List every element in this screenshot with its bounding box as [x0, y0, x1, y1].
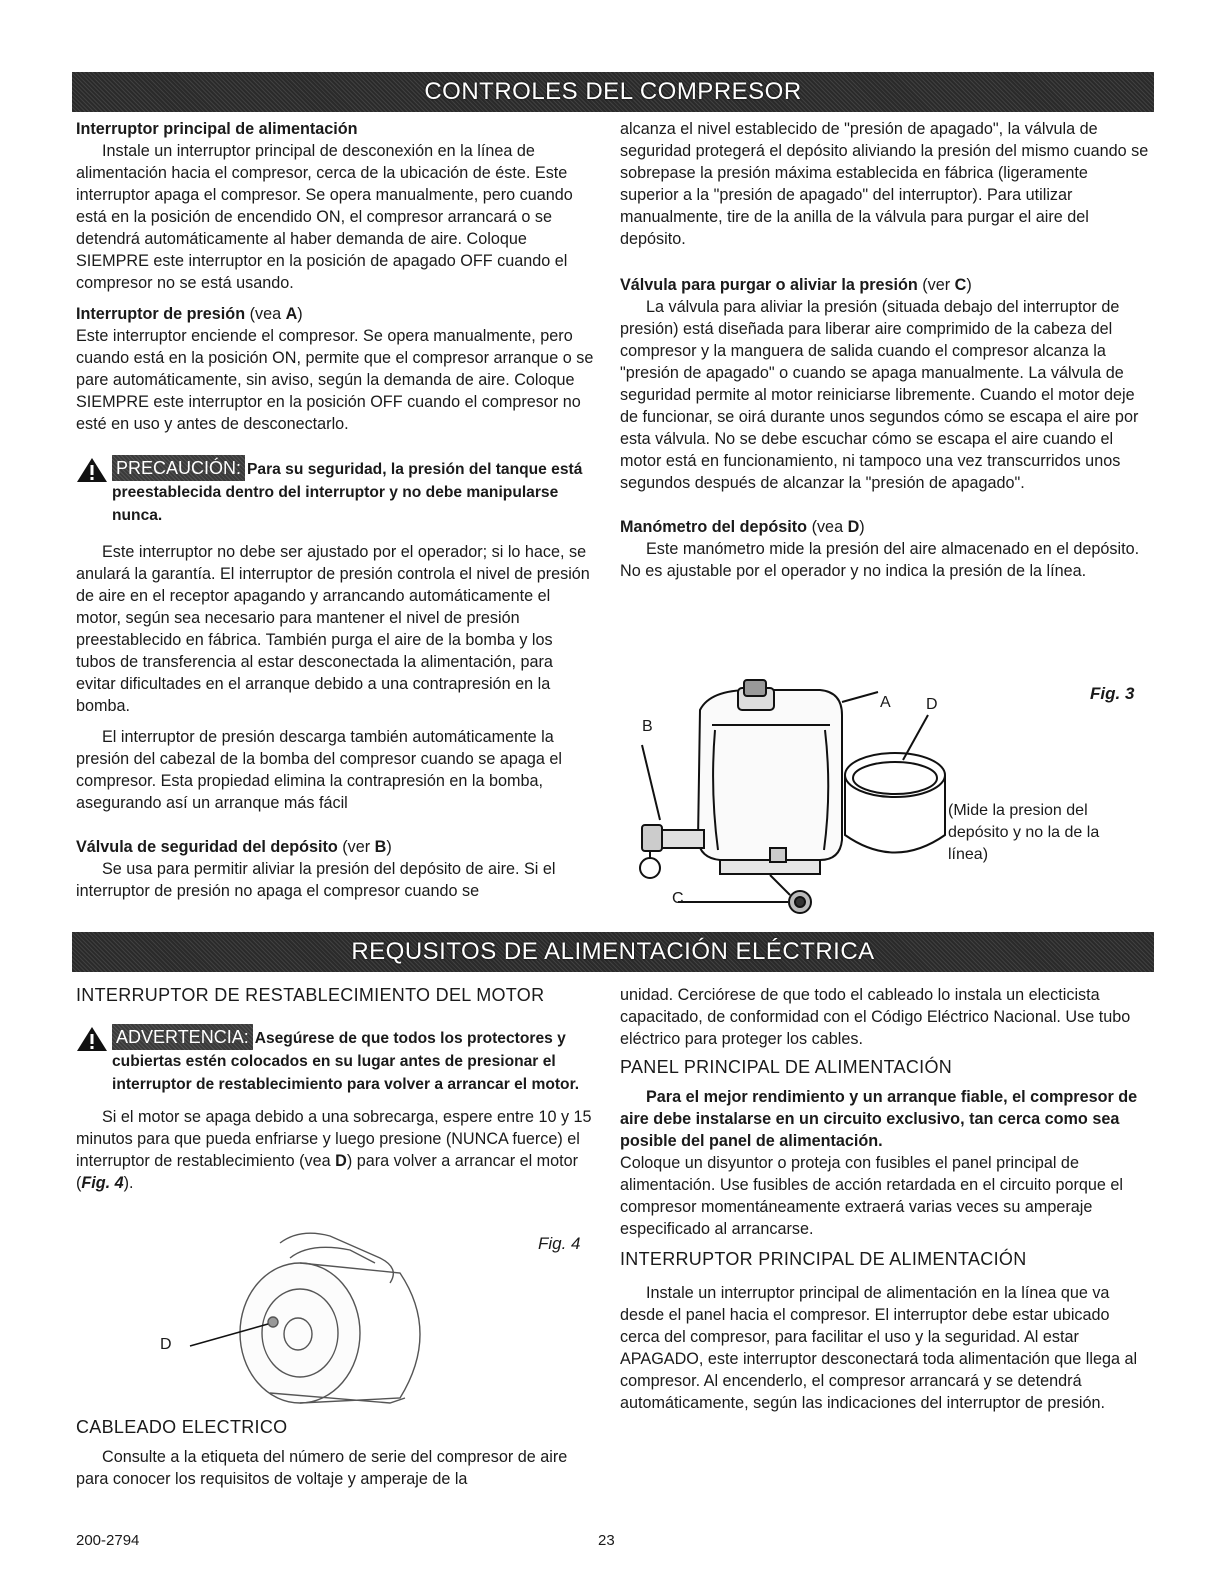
paragraph-wiring: Consulte a la etiqueta del número de serie del compresor de aire para conocer los requisitos de voltaje y amperaje de la [76, 1448, 568, 1488]
paragraph-operator-adjust: Este interruptor no debe ser ajustado por el operador; si lo hace, se anulará la garantía. El interruptor de presión controla el nivel de presión de aire en el receptor apagando y arrancando automáticamente el motor, según sea necesario para mantener el nivel de presión preestablecido en fábrica. También purga el aire de la bomba y los tubos de transferencia al estar desconectada la alimentación, para evitar dificultades en el arranque debido a una contrapresión en la bomba. [76, 543, 590, 715]
fig3-label-d: D [926, 696, 938, 713]
section-banner-electrical [72, 932, 1154, 972]
warning-triangle-icon [76, 1026, 108, 1052]
heading-tank-gauge: Manómetro del depósito (vea D) [620, 518, 865, 536]
caution-notice [76, 455, 594, 527]
motor-illustration [150, 1228, 470, 1408]
warning-text: Asegúrese de que todos los protectores y cubiertas estén colocados en su lugar antes de presionar el interruptor de restablecimiento para volver a arrancar el motor. [112, 1030, 580, 1093]
fig3-label-b: B [642, 718, 653, 735]
right-column-electrical [620, 984, 1150, 1414]
paragraph-main-disconnect: Instale un interruptor principal de alimentación en la línea que va desde el panel hacia el compresor. El interruptor debe estar ubicado cerca del compresor, para facilitar el uso y la seguridad. Al estar APAGADO, este interruptor desconectará toda alimentación que llega al compresor. Al encenderlo, el compresor arrancará y se detendrá automáticamente, según las indicaciones del interruptor de presión. [620, 1284, 1138, 1412]
fig3-label: Fig. 3 [1090, 684, 1135, 703]
section-title: CONTROLES DEL COMPRESOR [424, 78, 802, 105]
paragraph-safety-valve-cont: alcanza el nivel establecido de "presión de apagado", la válvula de seguridad protegerá el depósito aliviando la presión del mismo cuando se sobrepase la presión máxima establecida en fábrica (ligeramente superior a la "presión de apagado" del interruptor). Para utilizar manualmente, tire de la anilla de la válvula para purgar el aire del depósito. [620, 120, 1149, 248]
paragraph-safety-valve: Se usa para permitir aliviar la presión del depósito de aire. Si el interruptor de presión no apaga el compresor cuando se [76, 860, 556, 900]
paragraph-motor-reset: Si el motor se apaga debido a una sobrecarga, espere entre 10 y 15 minutos para que pueda enfriarse y luego presione (NUNCA fuerce) el interruptor de restablecimiento (vea D) para volver a arrancar el motor (Fig. 4). [76, 1108, 592, 1192]
paragraph-pressure-switch: Este interruptor enciende el compresor. Se opera manualmente, pero cuando está en la posición ON, permite que el compresor arranque o se pare automáticamente, sin aviso, según la demanda de aire. Coloque SIEMPRE este interruptor en la posición OFF cuando el compresor no esté en uso y antes de desconectarlo. [76, 327, 594, 433]
fig4-label: Fig. 4 [538, 1234, 581, 1253]
paragraph-relief-valve: La válvula para aliviar la presión (situada debajo del interruptor de presión) está diseñada para liberar aire comprimido de la cabeza del compresor y la manguera de salida cuando el compresor alcanza la "presión de apagado" o cuando se apaga manualmente. La válvula de seguridad permite al motor reiniciarse libremente. Cuando el motor deje de funcionar, se oirá durante unos segundos cómo se escapa el aire por esta válvula. No se debe escuchar cómo se escapa el aire cuando el motor está en funcionamiento, ni tampoco una vez transcurridos unos segundos después de alcanzar la "presión de apagado". [620, 298, 1139, 492]
fig3-gauge-note: (Mide la presion del depósito y no la de la línea) [948, 802, 1100, 863]
warning-notice [76, 1024, 594, 1096]
right-column-controls [620, 118, 1150, 582]
heading-motor-reset: INTERRUPTOR DE RESTABLECIMIENTO DEL MOTOR [76, 985, 545, 1005]
fig3-label-a: A [880, 694, 891, 711]
figure-4 [150, 1228, 590, 1408]
heading-main-disconnect: INTERRUPTOR PRINCIPAL DE ALIMENTACIÓN [620, 1249, 1027, 1269]
footer-model-number: 200-2794 [76, 1532, 140, 1549]
figure-3 [620, 670, 1160, 920]
paragraph-wiring-cont: unidad. Cerciórese de que todo el cableado lo instala un electicista capacitado, de conformidad con el Código Eléctrico Nacional. Use tubo eléctrico para proteger los cables. [620, 986, 1131, 1048]
footer-page-number: 23 [598, 1532, 615, 1549]
caution-text: Para su seguridad, la presión del tanque está preestablecida dentro del interruptor y no debe manipularse nunca. [112, 461, 583, 524]
left-column-wiring [76, 1416, 594, 1490]
fig3-label-c: C [672, 890, 684, 907]
caution-tag: PRECAUCIÓN: [112, 455, 245, 481]
left-column-electrical [76, 984, 594, 1194]
section-title: REQUSITOS DE ALIMENTACIÓN ELÉCTRICA [351, 938, 875, 965]
warning-tag: ADVERTENCIA: [112, 1024, 253, 1050]
heading-wiring: CABLEADO ELECTRICO [76, 1417, 288, 1437]
section-banner-controls [72, 72, 1154, 112]
left-column-controls [76, 118, 594, 902]
heading-main-switch: Interruptor principal de alimentación [76, 120, 358, 138]
paragraph-pressure-discharge: El interruptor de presión descarga también automáticamente la presión del cabezal de la bomba del compresor cuando se apaga el compresor. Esta propiedad elimina la contrapresión en la bomba, asegurando así un arranque más fácil [76, 728, 562, 812]
paragraph-main-switch: Instale un interruptor principal de desconexión en la línea de alimentación hacia el compresor, cerca de la ubicación de éste. Este interruptor apaga el compresor. Se opera manualmente, pero cuando está en la posición de encendido ON, el compresor arrancará o se detendrá automáticamente al haber demanda de aire. Coloque SIEMPRE este interruptor en la posición de apagado OFF cuando el compresor no se está usando. [76, 142, 573, 292]
warning-triangle-icon [76, 457, 108, 483]
paragraph-tank-gauge: Este manómetro mide la presión del aire almacenado en el depósito. No es ajustable por el operador y no indica la presión de la línea. [620, 540, 1140, 580]
paragraph-breaker: Coloque un disyuntor o proteja con fusibles el panel principal de alimentación. Use fusibles de acción retardada en el circuito porque el compresor momentáneamente extraerá varias veces su amperaje especificado al arrancarse. [620, 1154, 1123, 1238]
heading-safety-valve: Válvula de seguridad del depósito (ver B) [76, 838, 392, 856]
paragraph-dedicated-circuit: Para el mejor rendimiento y un arranque fiable, el compresor de aire debe instalarse en un circuito exclusivo, tan cerca como sea posible del panel de alimentación. [620, 1088, 1138, 1150]
heading-relief-valve: Válvula para purgar o aliviar la presión (ver C) [620, 276, 972, 294]
heading-main-panel: PANEL PRINCIPAL DE ALIMENTACIÓN [620, 1057, 953, 1077]
heading-pressure-switch: Interruptor de presión (vea A) [76, 305, 303, 323]
fig4-label-d: D [160, 1336, 172, 1353]
